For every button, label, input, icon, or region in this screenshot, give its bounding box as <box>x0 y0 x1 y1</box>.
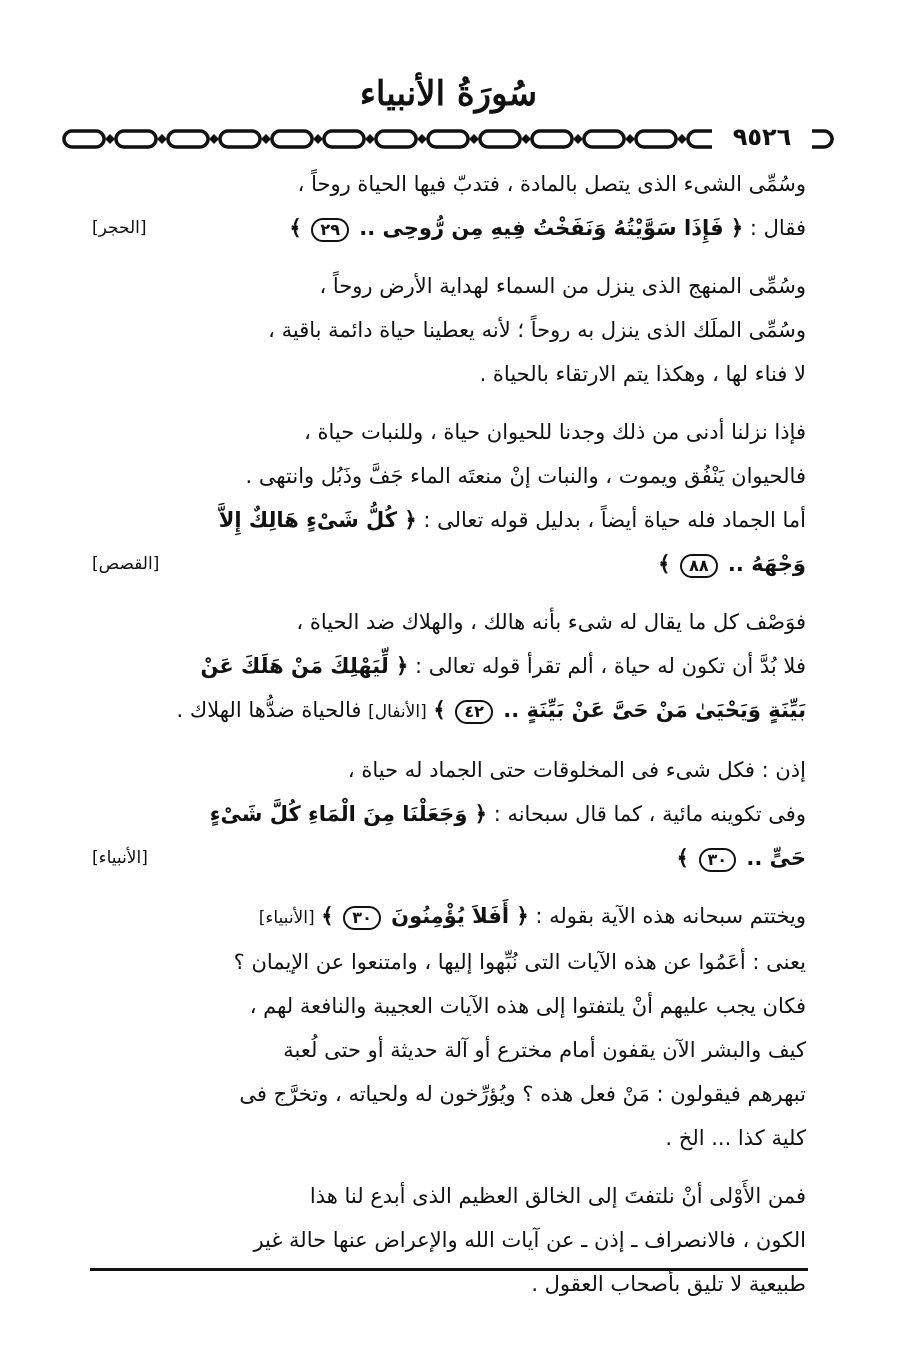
chain-link <box>168 131 208 147</box>
chain-diamond <box>365 134 375 144</box>
line-text: ويختتم سبحانه هذه الآية بقوله : <box>535 904 806 928</box>
text-line <box>92 644 806 688</box>
chain-link <box>272 131 312 147</box>
line-text: طبيعية لا تليق بأصحاب العقول . <box>531 1272 806 1296</box>
text-line <box>92 308 806 352</box>
text-line <box>92 940 806 984</box>
text-line <box>92 1218 806 1262</box>
paragraph <box>92 410 806 586</box>
chain-link <box>220 131 260 147</box>
line-text: فإذا نزلنا أدنى من ذلك وجدنا للحيوان حياة ، وللنبات حياة ، <box>304 420 806 444</box>
quran-verse-text: حَىٍّ .. <box>739 846 806 870</box>
chain-diamond <box>157 134 167 144</box>
text-line <box>92 894 806 940</box>
chain-diamond <box>625 134 635 144</box>
text-line <box>92 352 806 396</box>
chain-link <box>584 131 624 147</box>
chain-diamond <box>469 134 479 144</box>
chain-diamond <box>573 134 583 144</box>
line-text: فالحياة ضدُّها الهلاك . <box>176 698 362 722</box>
chain-link <box>532 131 572 147</box>
line-text: الكون ، فالانصراف ـ إذن ـ عن آيات الله والإعراض عنها حالة غير <box>253 1228 806 1252</box>
quran-verse-text: ﴿ لِّيَهْلِكَ مَنْ هَلَكَ عَنْ <box>200 654 409 678</box>
chain-diamond <box>417 134 427 144</box>
chain-link <box>428 131 468 147</box>
surah-reference: [القصص] <box>92 554 160 574</box>
quran-bracket: ﴾ <box>433 698 446 722</box>
text-line <box>92 792 806 836</box>
chain-diamond <box>833 134 834 144</box>
chain-link <box>376 131 416 147</box>
text-line <box>92 836 806 880</box>
surah-reference: [الأنبياء] <box>258 908 315 928</box>
text-line <box>92 454 806 498</box>
page-number: ٩٥٢٦ <box>712 122 812 152</box>
chain-link <box>116 131 156 147</box>
line-text: كيف والبشر الآن يقفون أمام مخترع أو آلة حديثة أو حتى لُعبة <box>283 1038 806 1062</box>
line-text: وسُمِّى المنهج الذى ينزل من السماء لهداية الأرض روحاً ، <box>319 274 806 298</box>
line-text: فلا بُدَّ أن تكون له حياة ، ألم تقرأ قوله تعالى : <box>415 654 806 678</box>
chain-diamond <box>313 134 323 144</box>
line-text: كلية كذا ... الخ . <box>665 1126 806 1150</box>
line-text: إذن : فكل شىء فى المخلوقات حتى الجماد له حياة ، <box>347 758 806 782</box>
chain-link <box>636 131 676 147</box>
text-line <box>92 1116 806 1160</box>
quran-verse-text: ﴿ كُلُّ شَىْءٍ هَالِكٌ إِلاَّ <box>218 508 417 532</box>
verse-number-badge: ٣٠ <box>343 906 381 930</box>
chain-diamond <box>105 134 115 144</box>
line-text: فمن الأَوْلى أنْ نلتفتَ إلى الخالق العظيم الذى أبدع لنا هذا <box>309 1184 806 1208</box>
text-line <box>92 600 806 644</box>
chain-link <box>480 131 520 147</box>
line-text: تبهرهم فيقولون : مَنْ فعل هذه ؟ ويُؤرِّخون له ولحياته ، وتخرَّج فى <box>239 1082 806 1106</box>
chain-diamond <box>209 134 219 144</box>
text-line <box>92 162 806 206</box>
text-line <box>92 1028 806 1072</box>
verse-number-badge: ٣٠ <box>699 848 737 872</box>
chain-link <box>324 131 364 147</box>
quran-bracket: ﴾ <box>289 216 302 240</box>
text-line <box>92 410 806 454</box>
surah-reference: [الأنفال] <box>368 702 427 722</box>
paragraph <box>92 162 806 250</box>
line-text: أما الجماد فله حياة أيضاً ، بدليل قوله تعالى : <box>423 508 806 532</box>
chain-diamond <box>677 134 687 144</box>
line-text: فالحيوان يَنْفُق ويموت ، والنبات إنْ منعتَه الماء جَفَّ وذَبُل وانتهى . <box>245 464 806 488</box>
surah-reference: [الحجر] <box>92 218 147 238</box>
text-line <box>92 264 806 308</box>
line-text: فوَصْف كل ما يقال له شىء بأنه هالك ، والهلاك ضد الحياة ، <box>296 610 806 634</box>
text-line <box>92 984 806 1028</box>
text-line <box>92 1174 806 1218</box>
line-text: يعنى : أعَمُوا عن هذه الآيات التى نُبِّهوا إليها ، وامتنعوا عن الإيمان ؟ <box>233 950 806 974</box>
line-text: فقال : <box>749 216 806 240</box>
quran-verse-text: ﴿ وَجَعَلْنَا مِنَ الْمَاءِ كُلَّ شَىْءٍ <box>209 802 487 826</box>
text-line <box>92 542 806 586</box>
text-line <box>92 1072 806 1116</box>
line-text: لا فناء لها ، وهكذا يتم الارتقاء بالحياة . <box>479 362 806 386</box>
surah-title: سُورَةُ الأنبياء <box>359 74 538 114</box>
paragraph <box>92 600 806 734</box>
footer-rule <box>90 1268 808 1271</box>
quran-verse-text: ﴿ فَإِذَا سَوَّيْتُهُ وَنَفَخْتُ فِيهِ مِن رُّوحِى .. <box>351 216 744 240</box>
text-line <box>92 748 806 792</box>
line-text: وفى تكوينه مائية ، كما قال سبحانه : <box>493 802 806 826</box>
quran-bracket: ﴾ <box>658 552 671 576</box>
text-line <box>92 688 806 734</box>
text-line <box>92 498 806 542</box>
paragraph <box>92 748 806 880</box>
page-body <box>92 162 806 1320</box>
quran-bracket: ﴾ <box>676 846 689 870</box>
line-text: وسُمِّى الشىء الذى يتصل بالمادة ، فتدبّ فيها الحياة روحاً ، <box>297 172 806 196</box>
chain-diamond <box>521 134 531 144</box>
verse-number-badge: ٢٩ <box>311 218 349 242</box>
chain-link <box>64 131 104 147</box>
verse-number-badge: ٤٢ <box>455 700 493 724</box>
quran-verse-text: ﴿ أَفَلاَ يُؤْمِنُونَ <box>383 904 529 928</box>
surah-reference: [الأنبياء] <box>92 848 148 868</box>
paragraph <box>92 894 806 1160</box>
line-text: وسُمِّى الملَك الذى ينزل به روحاً ؛ لأنه يعطينا حياة دائمة باقية ، <box>268 318 806 342</box>
quran-verse-text: وَجْهَهُ .. <box>720 552 806 576</box>
paragraph <box>92 1174 806 1306</box>
paragraph <box>92 264 806 396</box>
quran-verse-text: بَيِّنَةٍ وَيَحْيَىٰ مَنْ حَىَّ عَنْ بَيِّنَةٍ .. <box>495 698 806 722</box>
verse-number-badge: ٨٨ <box>680 554 718 578</box>
chain-diamond <box>261 134 271 144</box>
quran-bracket: ﴾ <box>321 904 334 928</box>
header-ornament-band <box>62 122 834 156</box>
line-text: فكان يجب عليهم أنْ يلتفتوا إلى هذه الآيات العجيبة والنافعة لهم ، <box>249 994 806 1018</box>
text-line <box>92 206 806 250</box>
